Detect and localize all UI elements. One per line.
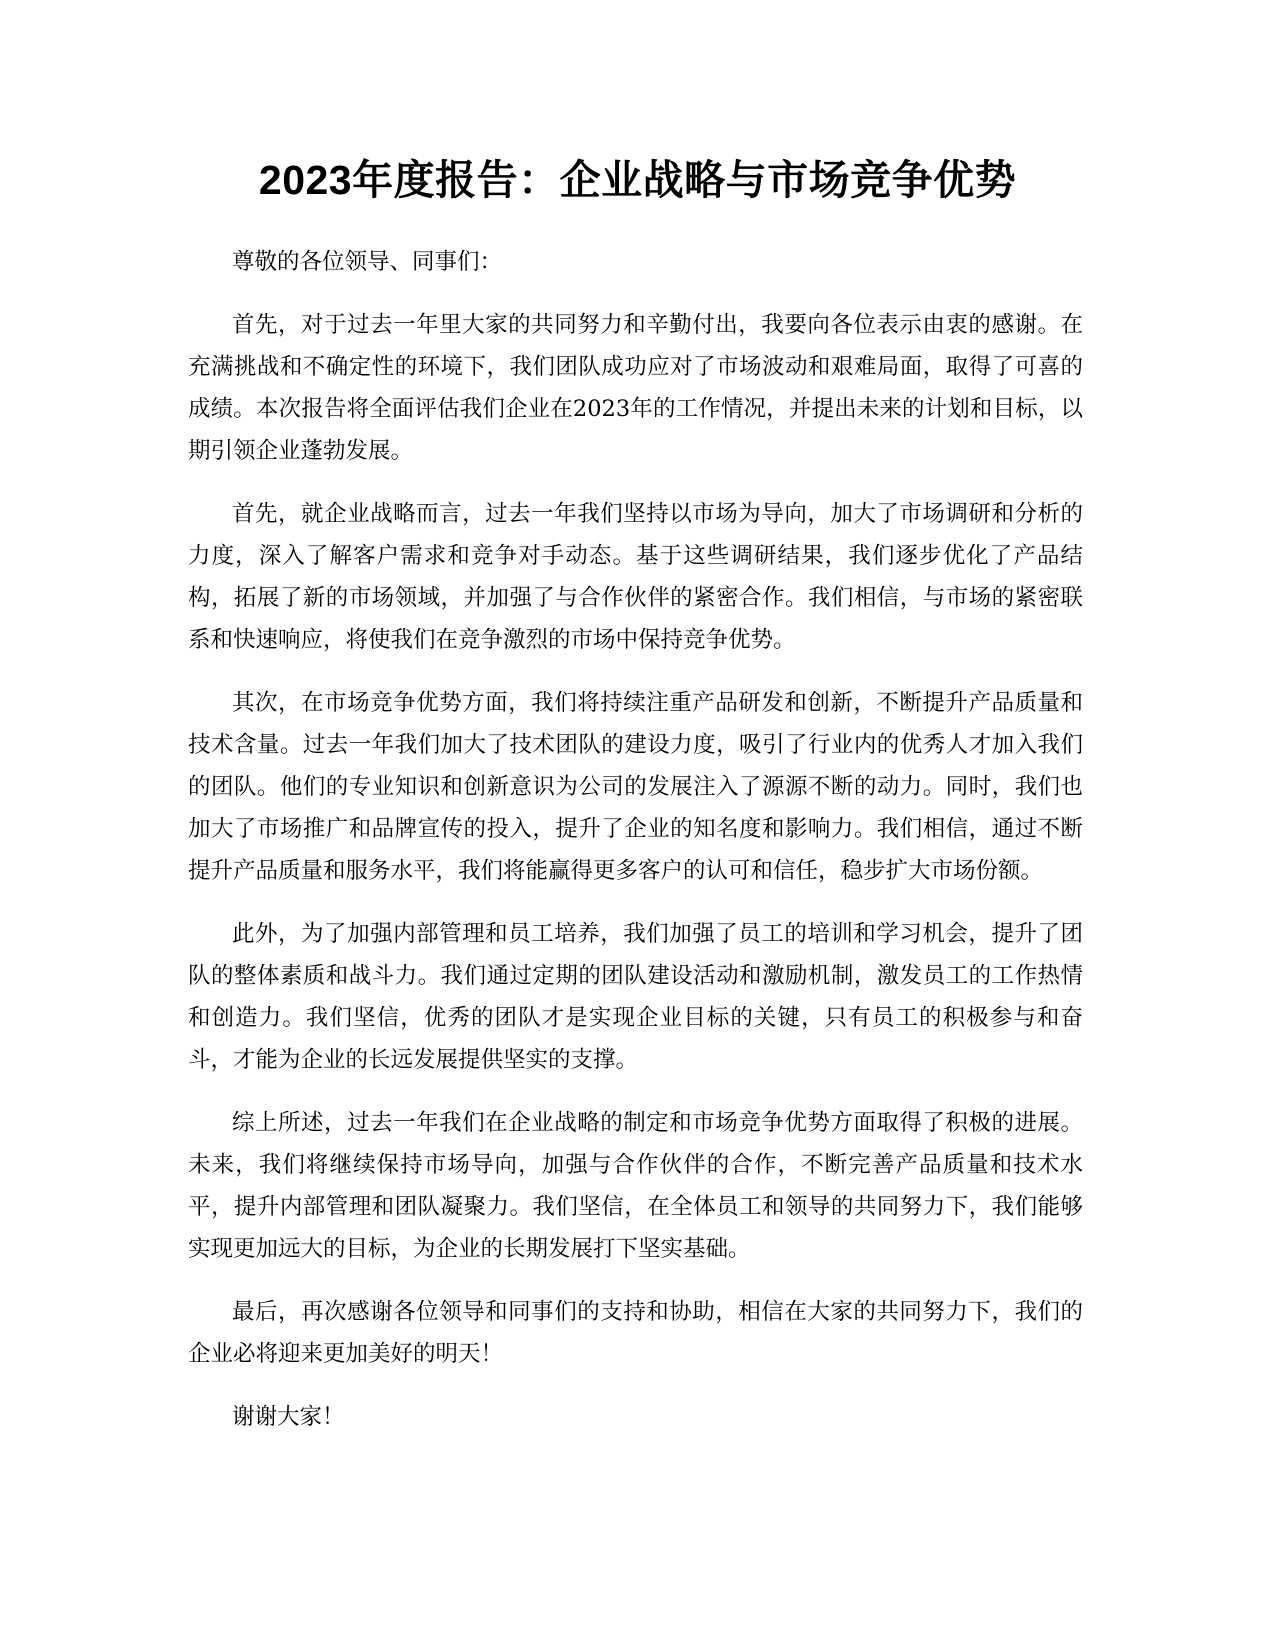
competitive-advantage-paragraph: 其次，在市场竞争优势方面，我们将持续注重产品研发和创新，不断提升产品质量和技术含量。过去一年我们加大了技术团队的建设力度，吸引了行业内的优秀人才加入我们的团队。他们的专业知识和创新意识为公司的发展注入了源源不断的动力。同时，我们也加大了市场推广和品牌宣传的投入，提升了企业的知名度和影响力。我们相信，通过不断提升产品质量和服务水平，我们将能赢得更多客户的认可和信任，稳步扩大市场份额。 (188, 690, 1083, 884)
salutation-paragraph: 尊敬的各位领导、同事们： (232, 249, 503, 275)
document-title: 2023年度报告：企业战略与市场竞争优势 (258, 157, 1017, 203)
summary-paragraph: 综上所述，过去一年我们在企业战略的制定和市场竞争优势方面取得了积极的进展。未来，我们将继续保持市场导向，加强与合作伙伴的合作，不断完善产品质量和技术水平，提升内部管理和团队凝聚力。我们坚信，在全体员工和领导的共同努力下，我们能够实现更加远大的目标，为企业的长期发展打下坚实基础。 (188, 1110, 1083, 1262)
internal-management-paragraph: 此外，为了加强内部管理和员工培养，我们加强了员工的培训和学习机会，提升了团队的整体素质和战斗力。我们通过定期的团队建设活动和激励机制，激发员工的工作热情和创造力。我们坚信，优秀的团队才是实现企业目标的关键，只有员工的积极参与和奋斗，才能为企业的长远发展提供坚实的支撑。 (188, 921, 1083, 1073)
thanks-paragraph: 谢谢大家！ (232, 1404, 345, 1430)
strategy-paragraph: 首先，就企业战略而言，过去一年我们坚持以市场为导向，加大了市场调研和分析的力度，深入了解客户需求和竞争对手动态。基于这些调研结果，我们逐步优化了产品结构，拓展了新的市场领域，并加强了与合作伙伴的紧密合作。我们相信，与市场的紧密联系和快速响应，将使我们在竞争激烈的市场中保持竞争优势。 (188, 501, 1083, 653)
closing-paragraph: 最后，再次感谢各位领导和同事们的支持和协助，相信在大家的共同努力下，我们的企业必将迎来更加美好的明天！ (188, 1299, 1083, 1367)
intro-paragraph: 首先，对于过去一年里大家的共同努力和辛勤付出，我要向各位表示由衷的感谢。在充满挑战和不确定性的环境下，我们团队成功应对了市场波动和艰难局面，取得了可喜的成绩。本次报告将全面评估我们企业在2023年的工作情况，并提出未来的计划和目标，以期引领企业蓬勃发展。 (188, 312, 1083, 464)
document-body (188, 241, 1083, 1459)
